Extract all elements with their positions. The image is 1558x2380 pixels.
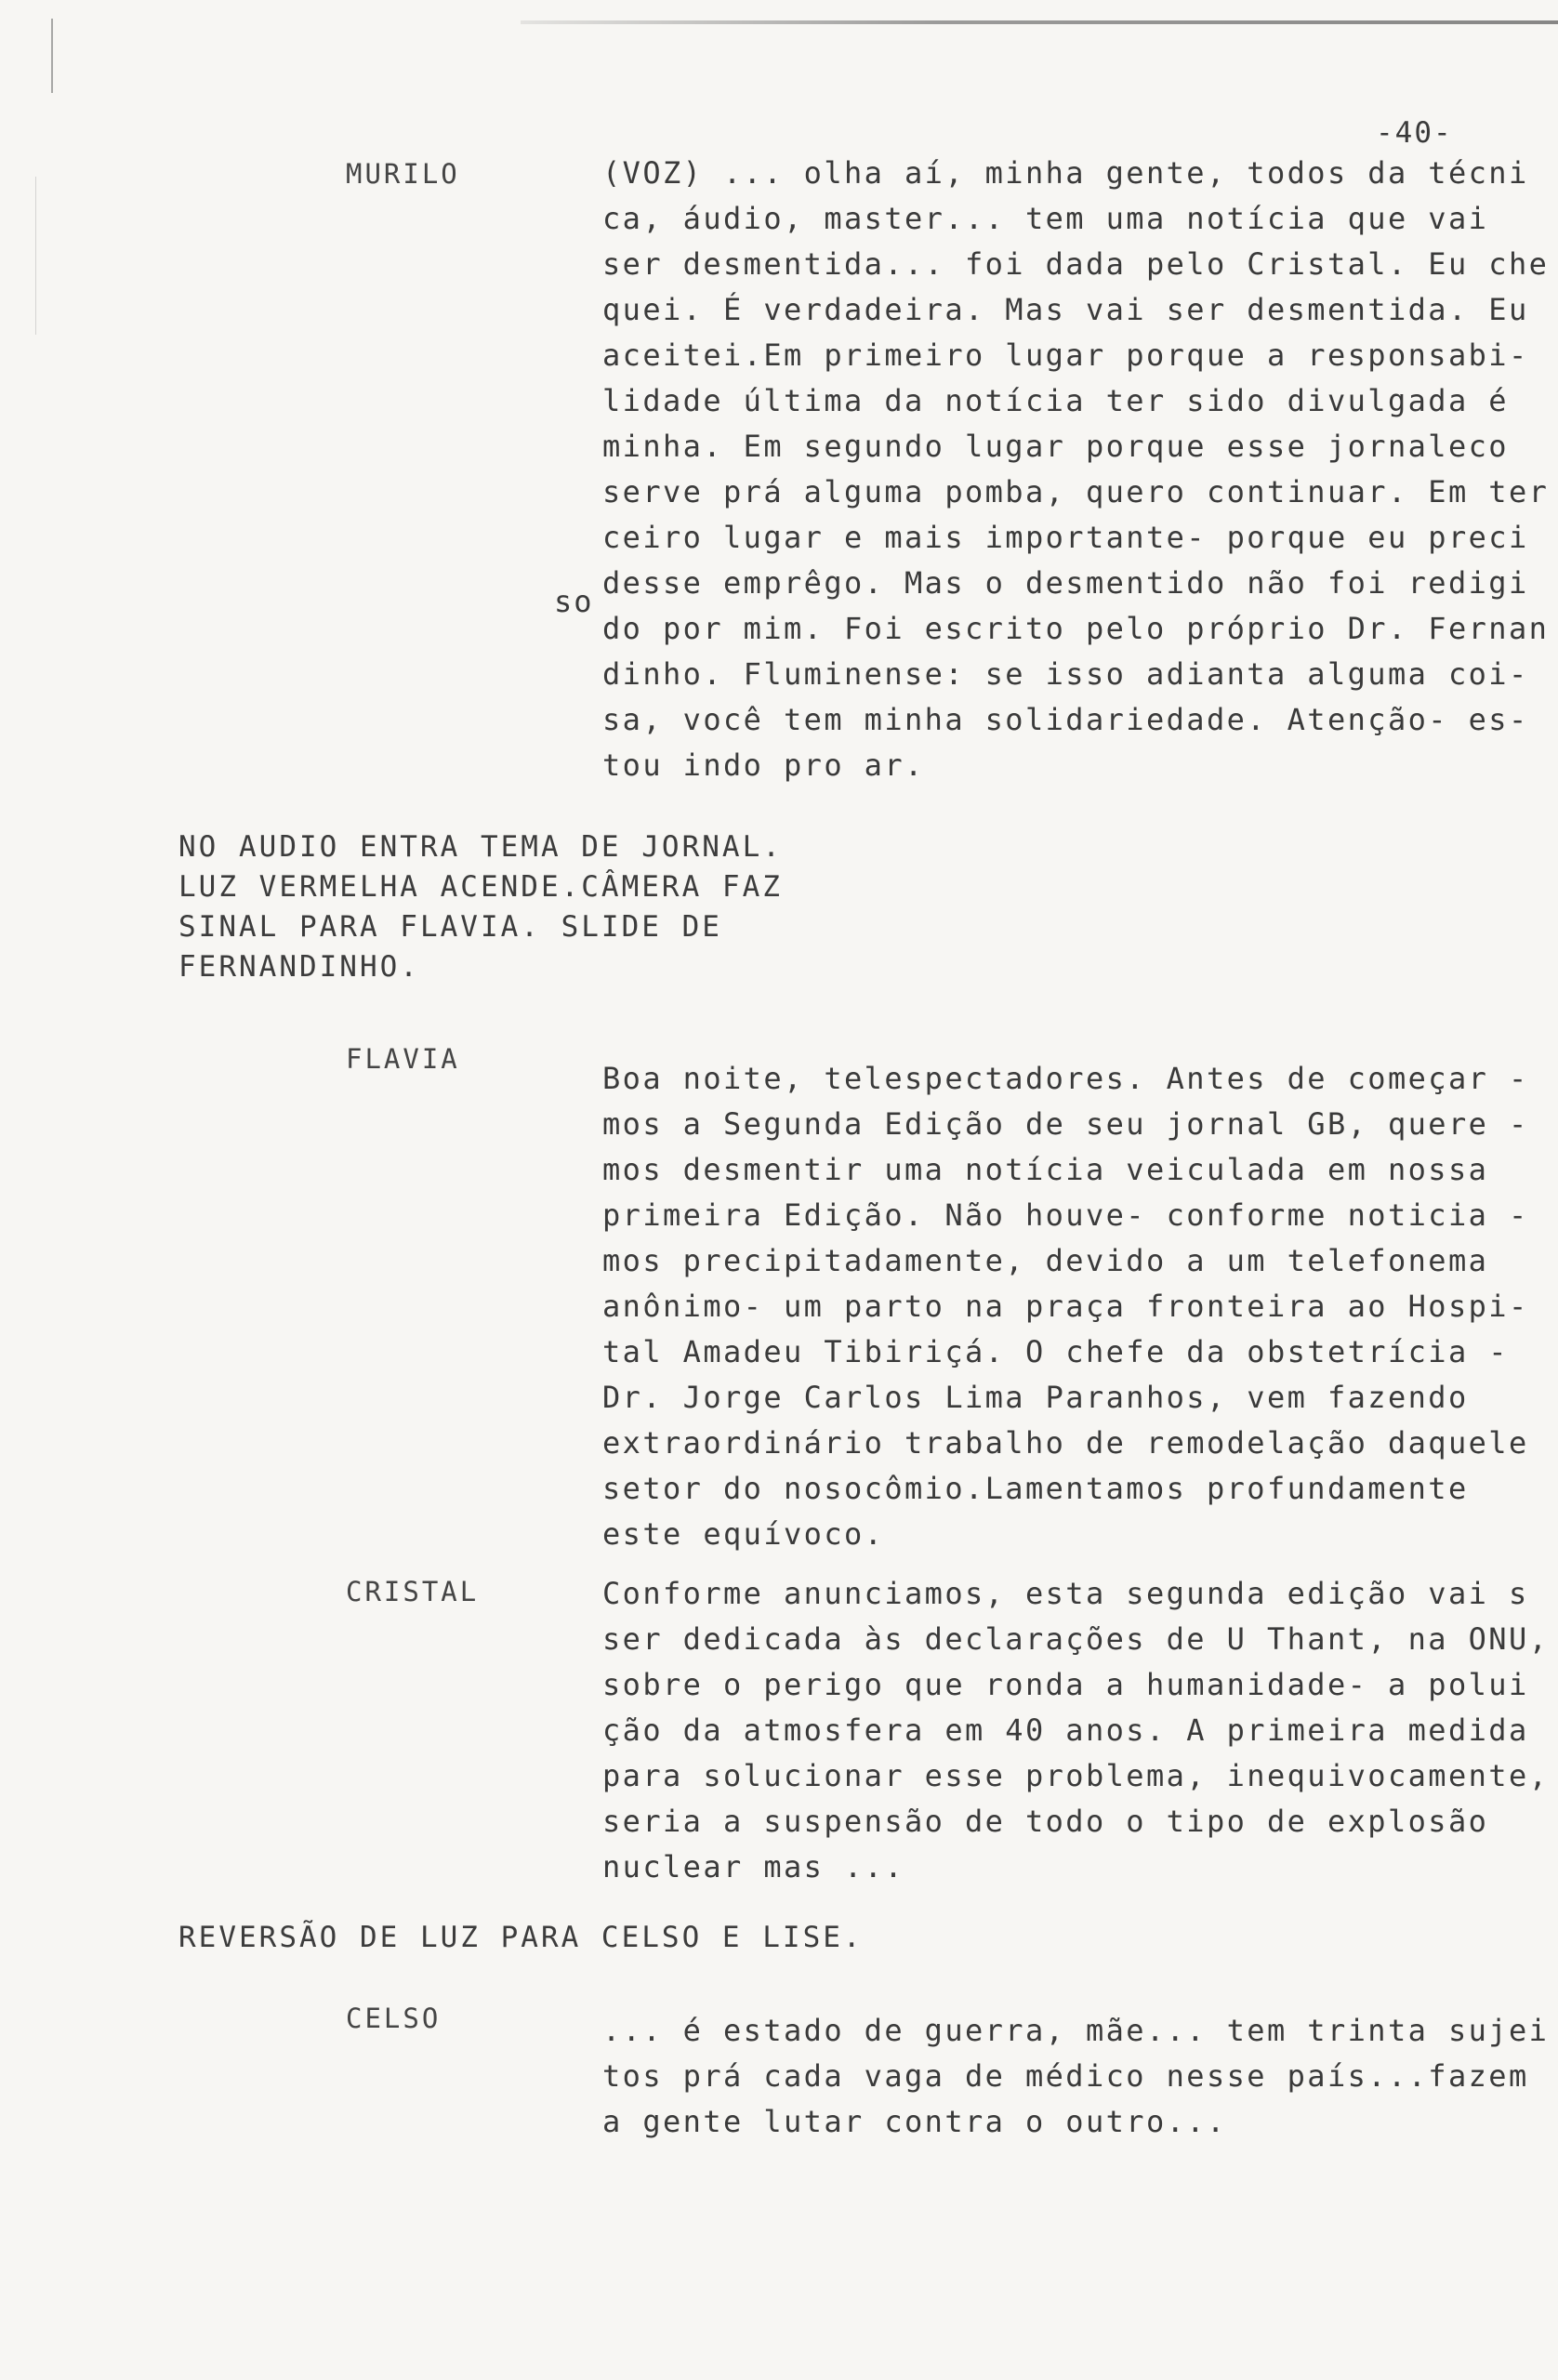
dialogue-line: ção da atmosfera em 40 anos. A primeira medida [602,1712,1529,1748]
page-number: -40- [1376,116,1453,150]
dialogue-line: seria a suspensão de todo o tipo de explosão [602,1804,1489,1839]
speaker-murilo: MURILO [346,158,460,190]
dialogue-line: setor do nosocômio.Lamentamos profundamente [602,1471,1469,1506]
direction-line: LUZ VERMELHA ACENDE.CÂMERA FAZ [178,870,783,904]
dialogue-line: mos desmentir uma notícia veiculada em nossa [602,1152,1489,1187]
dialogue-line: tos prá cada vaga de médico nesse país...fazem [602,2058,1529,2094]
dialogue-line: anônimo- um parto na praça fronteira ao Hospi- [602,1289,1529,1324]
speaker-cristal: CRISTAL [346,1576,480,1607]
direction-line: SINAL PARA FLAVIA. SLIDE DE [178,910,722,944]
dialogue-line: este equívoco. [602,1516,885,1552]
dialogue-line: sa, você tem minha solidariedade. Atenção- es- [602,702,1529,737]
dialogue-line: ca, áudio, master... tem uma notícia que vai [602,201,1489,236]
direction-line: REVERSÃO DE LUZ PARA CELSO E LISE. [178,1921,864,1954]
margin-note: so [554,584,594,619]
dialogue-line: desse emprêgo. Mas o desmentido não foi redigi [602,565,1529,601]
scan-margin-mark [51,19,53,93]
dialogue-line: primeira Edição. Não houve- conforme noticia - [602,1197,1529,1233]
dialogue-line: serve prá alguma pomba, quero continuar. Em ter [602,474,1550,509]
dialogue-murilo [602,151,1550,788]
dialogue-line: mos precipitadamente, devido a um telefonema [602,1243,1489,1278]
dialogue-line: (VOZ) ... olha aí, minha gente, todos da técni [602,155,1529,191]
dialogue-line: aceitei.Em primeiro lugar porque a responsabi- [602,337,1529,373]
dialogue-line: dinho. Fluminense: se isso adianta alguma coi- [602,656,1529,692]
direction-line: FERNANDINHO. [178,950,420,984]
speaker-celso: CELSO [346,2003,442,2034]
dialogue-line: ... é estado de guerra, mãe... tem trinta sujei [602,2013,1550,2048]
dialogue-line: do por mim. Foi escrito pelo próprio Dr. Fernan [602,611,1550,646]
dialogue-line: sobre o perigo que ronda a humanidade- a polui [602,1667,1529,1702]
dialogue-line: tou indo pro ar. [602,747,925,783]
dialogue-cristal [602,1571,1550,1890]
dialogue-line: minha. Em segundo lugar porque esse jornaleco [602,429,1509,464]
stage-direction [178,827,783,987]
dialogue-celso [602,2008,1550,2145]
dialogue-line: lidade última da notícia ter sido divulgada é [602,383,1509,418]
scan-margin-mark [35,177,36,335]
dialogue-line: tal Amadeu Tibiriçá. O chefe da obstetrícia - [602,1334,1509,1369]
dialogue-line: Boa noite, telespectadores. Antes de começar - [602,1061,1529,1096]
dialogue-line: ser desmentida... foi dada pelo Cristal. Eu che [602,246,1550,282]
dialogue-line: ceiro lugar e mais importante- porque eu preci [602,520,1529,555]
dialogue-line: nuclear mas ... [602,1849,904,1884]
stage-direction [178,1918,864,1958]
dialogue-line: ser dedicada às declarações de U Thant, na ONU, [602,1621,1550,1657]
scan-edge-line [521,20,1558,24]
dialogue-line: Dr. Jorge Carlos Lima Paranhos, vem fazendo [602,1380,1469,1415]
dialogue-line: Conforme anunciamos, esta segunda edição vai s [602,1576,1529,1611]
direction-line: NO AUDIO ENTRA TEMA DE JORNAL. [178,830,783,864]
dialogue-line: a gente lutar contra o outro... [602,2104,1227,2139]
dialogue-line: extraordinário trabalho de remodelação daquele [602,1425,1529,1461]
dialogue-flavia [602,1056,1529,1557]
speaker-flavia: FLAVIA [346,1043,460,1075]
dialogue-line: mos a Segunda Edição de seu jornal GB, quere - [602,1106,1529,1142]
dialogue-line: quei. É verdadeira. Mas vai ser desmentida. Eu [602,292,1529,327]
dialogue-line: para solucionar esse problema, inequivocamente, [602,1758,1550,1793]
